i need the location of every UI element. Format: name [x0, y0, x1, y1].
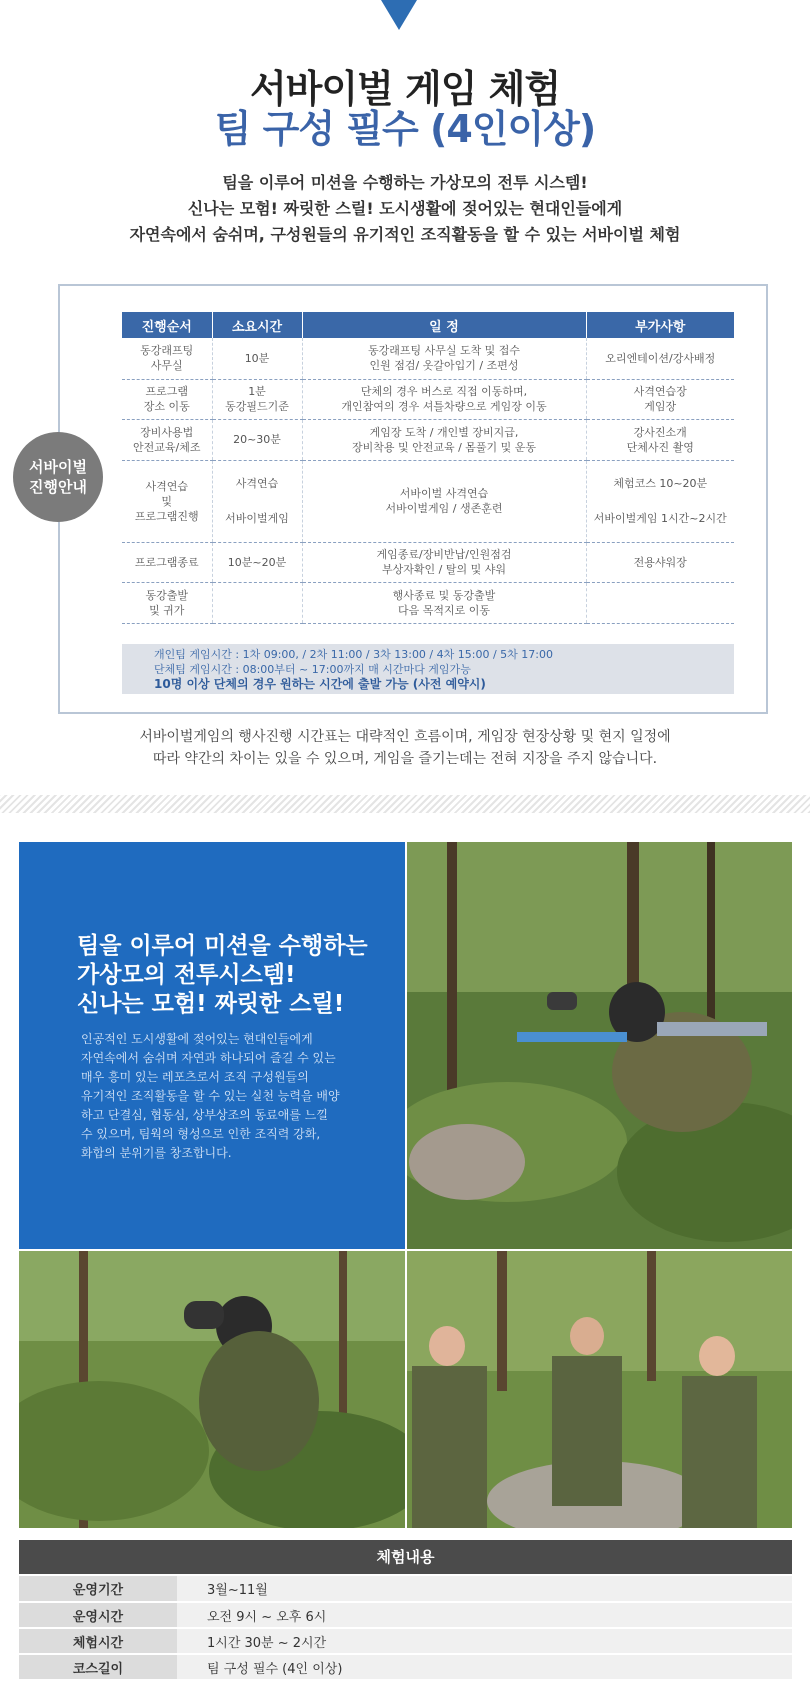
step-cell: 장비사용법 안전교육/체조 [122, 419, 212, 460]
extra-cell: 오리엔테이션/강사배정 [586, 338, 734, 379]
plan-cell: 게임장 도착 / 개인별 장비지급, 장비착용 및 안전교육 / 몸풀기 및 운동 [302, 419, 586, 460]
column-header: 소요시간 [212, 312, 302, 338]
step-cell: 프로그램종료 [122, 542, 212, 582]
column-header: 진행순서 [122, 312, 212, 338]
guide-badge [13, 432, 103, 522]
time-cell [212, 582, 302, 623]
time-cell: 20~30분 [212, 419, 302, 460]
intro-line: 자연속에서 숨쉬며, 구성원들의 유기적인 조직활동을 할 수 있는 서바이벌 체험 [129, 225, 681, 244]
info-value: 팀 구성 필수 (4인 이상) [177, 1654, 792, 1680]
column-header: 일 정 [302, 312, 586, 338]
experience-info-table [19, 1576, 792, 1681]
table-row [122, 542, 734, 582]
promo-panel [19, 842, 405, 1249]
extra-cell: 사격연습장 게임장 [586, 379, 734, 419]
table-row [122, 379, 734, 419]
footnote-line: 서바이벌게임의 행사진행 시간표는 대략적인 흐름이며, 게임장 현장상황 및 현지 일정에 [139, 729, 671, 745]
column-header: 부가사항 [586, 312, 734, 338]
extra-cell: 전용샤워장 [586, 542, 734, 582]
time-cell: 10분~20분 [212, 542, 302, 582]
info-key: 운영기간 [19, 1576, 177, 1602]
guide-badge-line: 서바이벌 [29, 458, 87, 476]
schedule-table [122, 312, 734, 624]
down-triangle-icon [381, 0, 417, 30]
table-row [122, 419, 734, 460]
time-cell: 10분 [212, 338, 302, 379]
table-row [122, 582, 734, 623]
extra-cell: 체험코스 10~20분 서바이벌게임 1시간~2시간 [586, 460, 734, 542]
step-cell: 동강출발 및 귀가 [122, 582, 212, 623]
intro-line: 신나는 모험! 짜릿한 스릴! 도시생활에 젖어있는 현대인들에게 [187, 199, 623, 218]
step-cell: 프로그램 장소 이동 [122, 379, 212, 419]
plan-cell: 서바이벌 사격연습 서바이벌게임 / 생존훈련 [302, 460, 586, 542]
plan-cell: 단체의 경우 버스로 직접 이동하며, 개인참여의 경우 셔틀차량으로 게임장 이동 [302, 379, 586, 419]
time-cell: 사격연습 서바이벌게임 [212, 460, 302, 542]
intro-text [0, 170, 810, 248]
info-key: 운영시간 [19, 1602, 177, 1628]
schedule-footnote [0, 726, 810, 770]
extra-cell: 강사진소개 단체사진 촬영 [586, 419, 734, 460]
step-cell: 사격연습 및 프로그램진행 [122, 460, 212, 542]
plan-cell: 게임종료/장비반납/인원점검 부상자확인 / 탈의 및 샤워 [302, 542, 586, 582]
game-time-notice [122, 644, 734, 694]
survival-photo-forest-player [19, 1251, 405, 1528]
info-key: 체험시간 [19, 1628, 177, 1654]
table-row [19, 1654, 792, 1680]
page-subtitle: 팀 구성 필수 (4인이상) [214, 107, 596, 151]
footnote-line: 따라 약간의 차이는 있을 수 있으며, 게임을 즐기는데는 전혀 지장을 주지 않습니다. [152, 751, 658, 767]
experience-info-title: 체험내용 [19, 1540, 792, 1574]
table-row [19, 1576, 792, 1602]
table-row [122, 460, 734, 542]
table-header-row [122, 312, 734, 338]
notice-line: 개인팀 게임시간 : 1차 09:00, / 2차 11:00 / 3차 13:00 / 4차 15:00 / 5차 17:00 [154, 648, 553, 661]
info-value: 오전 9시 ~ 오후 6시 [177, 1602, 792, 1628]
promo-description: 인공적인 도시생활에 젖어있는 현대인들에게 자연속에서 숨쉬며 자연과 하나되어 즐길 수 있는 매우 흥미 있는 레포츠로서 조직 구성원들의 유기적인 조직활동을 할 수 있는 실천 능력을 배양 하고 단결심, 협동심, 상부상조의 동료애를 느낄 수 있으며, 팀웍의 형성으로 인한 조직력 강화, 화합의 분위기를 창조합니다. [81, 1032, 340, 1160]
notice-emphasis: 10명 이상 단체의 경우 원하는 시간에 출발 가능 (사전 예약시) [154, 677, 486, 691]
page-title: 서바이벌 게임 체험 [249, 67, 561, 111]
notice-line: 단체팀 게임시간 : 08:00부터 ~ 17:00까지 매 시간마다 게임가능 [154, 663, 471, 676]
guide-badge-line: 진행안내 [29, 478, 87, 496]
section-divider [0, 795, 810, 813]
extra-cell [586, 582, 734, 623]
table-row [19, 1628, 792, 1654]
step-cell: 동강래프팅 사무실 [122, 338, 212, 379]
promo-headline: 팀을 이루어 미션을 수행하는 가상모의 전투시스템! 신나는 모험! 짜릿한 스릴! [77, 933, 368, 1017]
plan-cell: 행사종료 및 동강출발 다음 목적지로 이동 [302, 582, 586, 623]
time-cell: 1분 동강필드기준 [212, 379, 302, 419]
intro-line: 팀을 이루어 미션을 수행하는 가상모의 전투 시스템! [222, 173, 588, 192]
info-value: 3월~11월 [177, 1576, 792, 1602]
info-value: 1시간 30분 ~ 2시간 [177, 1628, 792, 1654]
survival-photo-crouching-player [407, 842, 792, 1249]
plan-cell: 동강래프팅 사무실 도착 및 접수 인원 점검/ 옷갈아입기 / 조편성 [302, 338, 586, 379]
table-row [19, 1602, 792, 1628]
survival-photo-team-walking [407, 1251, 792, 1528]
info-key: 코스길이 [19, 1654, 177, 1680]
table-row [122, 338, 734, 379]
